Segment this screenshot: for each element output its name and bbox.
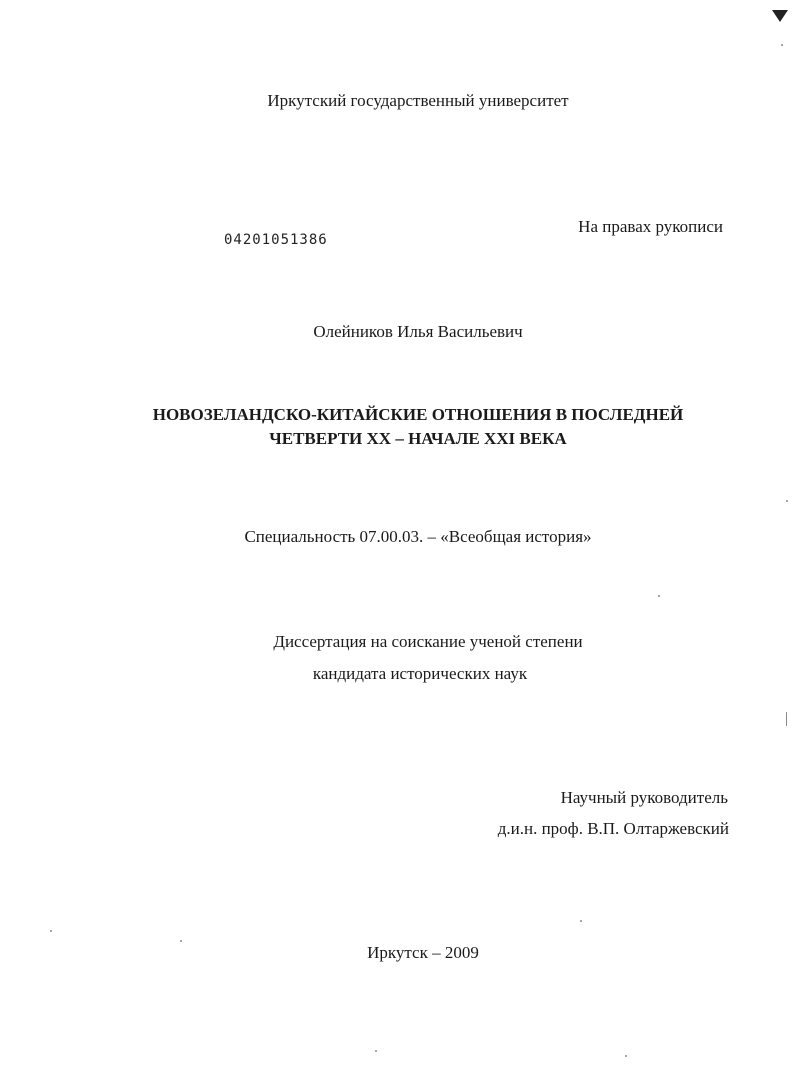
supervisor-label: Научный руководитель (560, 788, 728, 807)
scan-corner-mark-icon (772, 10, 788, 22)
scan-speck (786, 712, 787, 726)
title-line-2: ЧЕТВЕРТИ XX – НАЧАЛЕ XXI ВЕКА (269, 429, 567, 448)
archive-number: 04201051386 (224, 232, 328, 248)
scan-speck (580, 920, 582, 922)
scan-speck (50, 930, 52, 932)
scan-speck (180, 940, 182, 942)
city-year: Иркутск – 2009 (367, 943, 479, 962)
degree-line-2: кандидата исторических наук (312, 664, 528, 683)
author-name: Олейников Илья Васильевич (313, 322, 523, 341)
university-name: Иркутский государственный университет (267, 91, 569, 110)
degree-line-1: Диссертация на соискание ученой степени (273, 632, 583, 651)
specialty: Специальность 07.00.03. – «Всеобщая история» (244, 527, 592, 546)
title-line-1: НОВОЗЕЛАНДСКО-КИТАЙСКИЕ ОТНОШЕНИЯ В ПОСЛЕДНЕЙ (152, 405, 684, 424)
scan-speck (658, 595, 660, 597)
scan-speck (625, 1055, 627, 1057)
dissertation-title (0, 403, 793, 451)
supervisor-name: д.и.н. проф. В.П. Олтаржевский (497, 819, 729, 838)
scan-speck (781, 44, 783, 46)
rights-notice: На правах рукописи (578, 217, 723, 236)
scan-speck (375, 1050, 377, 1052)
scan-speck (786, 500, 788, 502)
